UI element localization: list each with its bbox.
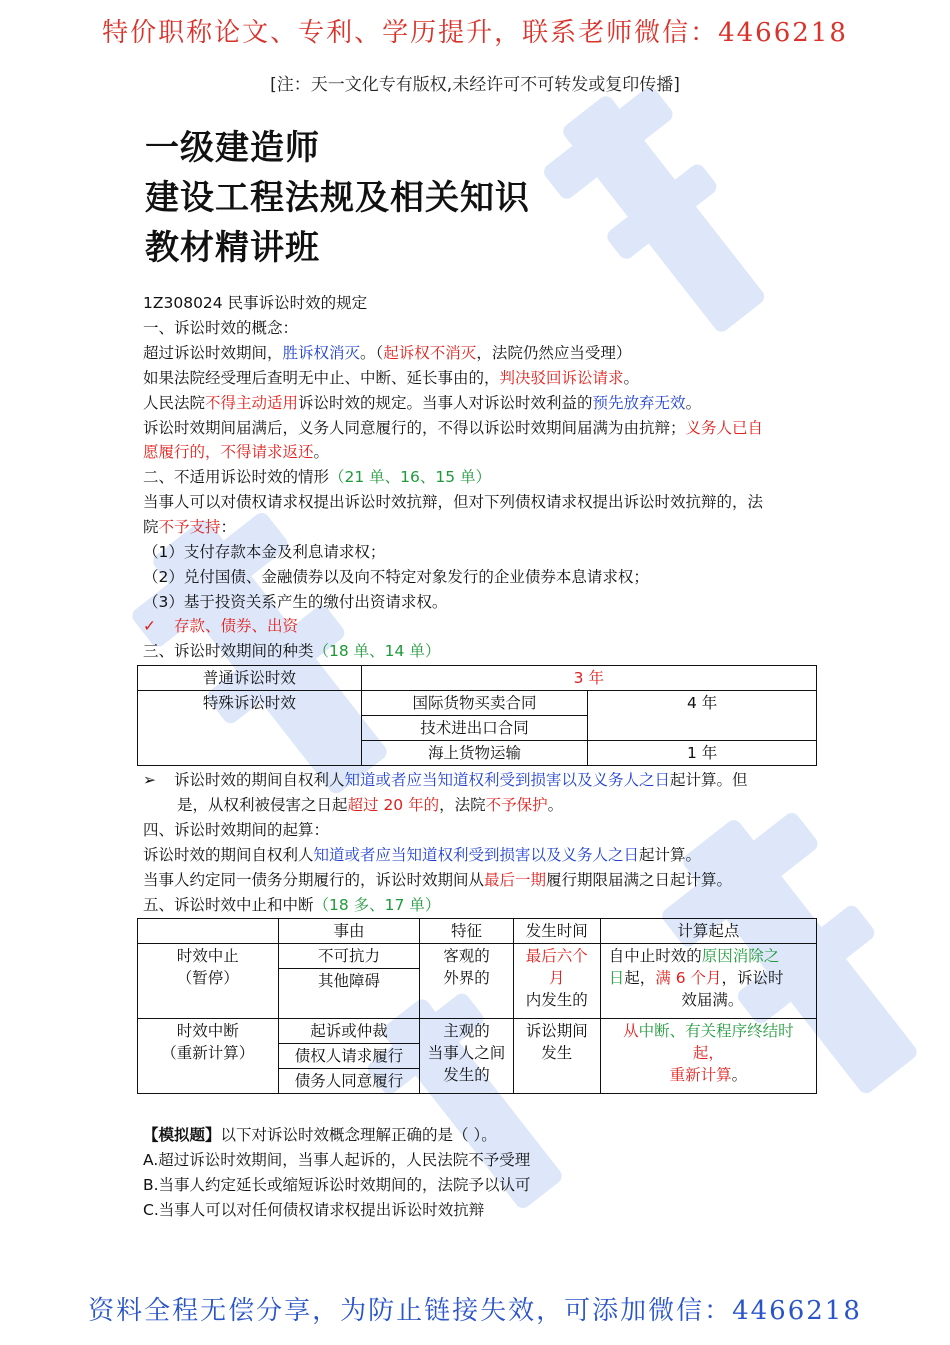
cell-ordinary-period: 3 年 [361, 666, 816, 691]
cell-one-year: 1 年 [588, 741, 817, 766]
s1-line5: 愿履行的，不得请求返还。 [143, 443, 330, 461]
s2-line1: 当事人可以对债权请求权提出诉讼时效抗辩，但对下列债权请求权提出诉讼时效抗辩的，法 [143, 493, 764, 511]
s5-heading: 五、诉讼时效中止和中断（18 多、17 单） [143, 896, 441, 914]
cell-other-obstacle: 其他障碍 [278, 969, 420, 1019]
cell-creditor-request: 债权人请求履行 [278, 1044, 420, 1069]
header-start: 计算起点 [600, 919, 816, 944]
cell-ordinary-label: 普通诉讼时效 [138, 666, 362, 691]
section-code: 1Z308024 民事诉讼时效的规定 [143, 294, 368, 312]
cell-interruption-start: 从中断、有关程序终结时 起， 重新计算。 [600, 1019, 816, 1094]
option-a: A.超过诉讼时效期间，当事人起诉的，人民法院不予受理 [143, 1151, 531, 1169]
header-time: 发生时间 [513, 919, 600, 944]
s3-heading: 三、诉讼时效期间的种类（18 单、14 单） [143, 642, 441, 660]
cell-last-six-months: 最后六个 月 内发生的 [513, 944, 600, 1019]
title-course: 教材精讲班 [145, 228, 320, 268]
cell-four-years: 4 年 [588, 691, 817, 741]
limitation-period-table [137, 665, 817, 766]
title-subject: 建设工程法规及相关知识 [145, 178, 530, 218]
top-promo-banner: 特价职称论文、专利、学历提升，联系老师微信：4466218 [102, 18, 848, 48]
s4-heading: 四、诉讼时效期间的起算： [143, 821, 330, 839]
bottom-promo-banner: 资料全程无偿分享，为防止链接失效，可添加微信：4466218 [88, 1296, 862, 1326]
option-b: B.当事人约定延长或缩短诉讼时效期间的，法院予以认可 [143, 1176, 531, 1194]
header-feature: 特征 [420, 919, 513, 944]
s2-item2: （2）兑付国债、金融债券以及向不特定对象发行的企业债券本息请求权； [143, 568, 649, 586]
cell-force-majeure: 不可抗力 [278, 944, 420, 969]
arrow-bullet-icon: ➢ [143, 771, 156, 789]
copyright-notice: [注：天一文化专有版权,未经许可不可转发或复印传播] [270, 75, 680, 95]
option-c: C.当事人可以对任何债权请求权提出诉讼时效抗辩 [143, 1201, 485, 1219]
s4-line1: 诉讼时效的期间自权利人知道或者应当知道权利受到损害以及义务人之日起计算。 [143, 846, 702, 864]
s3-bullet-line2: 是，从权利被侵害之日起超过 20 年的，法院不予保护。 [177, 796, 564, 814]
s1-line1: 超过诉讼时效期间，胜诉权消灭。（起诉权不消灭，法院仍然应当受理） [143, 344, 632, 362]
cell-tech-import-export: 技术进出口合同 [361, 716, 588, 741]
cell-during-period: 诉讼期间 发生 [513, 1019, 600, 1094]
cell-special-label: 特殊诉讼时效 [138, 691, 362, 766]
s2-item3: （3）基于投资关系产生的缴付出资请求权。 [143, 593, 448, 611]
cell-objective: 客观的 外界的 [420, 944, 513, 1019]
s2-heading: 二、不适用诉讼时效的情形（21 单、16、15 单） [143, 468, 492, 486]
s2-item1: （1）支付存款本金及利息请求权； [143, 543, 386, 561]
cell-suspension: 时效中止 （暂停） [138, 944, 279, 1019]
cell-subjective: 主观的 当事人之间 发生的 [420, 1019, 513, 1094]
s1-line4: 诉讼时效期间届满后，义务人同意履行的，不得以诉讼时效期间届满为由抗辩；义务人已自 [143, 419, 764, 437]
s2-line2: 院不予支持： [143, 518, 237, 536]
cell-intl-sale: 国际货物买卖合同 [361, 691, 588, 716]
cell-lawsuit-arbitration: 起诉或仲裁 [278, 1019, 420, 1044]
s1-line2: 如果法院经受理后查明无中止、中断、延长事由的，判决驳回诉讼请求。 [143, 369, 640, 387]
s3-bullet-line1: ➢ 诉讼时效的期间自权利人知道或者应当知道权利受到损害以及义务人之日起计算。但 [143, 771, 748, 789]
cell-maritime: 海上货物运输 [361, 741, 588, 766]
s2-summary: ✓ 存款、债券、出资 [143, 617, 299, 635]
question-stem: 【模拟题】以下对诉讼时效概念理解正确的是（ ）。 [143, 1126, 497, 1144]
s1-line3: 人民法院不得主动适用诉讼时效的规定。当事人对诉讼时效利益的预先放弃无效。 [143, 394, 702, 412]
header-blank [138, 919, 279, 944]
cell-debtor-agree: 债务人同意履行 [278, 1069, 420, 1094]
s4-line2: 当事人约定同一债务分期履行的，诉讼时效期间从最后一期履行期限届满之日起计算。 [143, 871, 733, 889]
cell-interruption: 时效中断 （重新计算） [138, 1019, 279, 1094]
title-exam: 一级建造师 [145, 128, 320, 168]
check-icon: ✓ [143, 617, 156, 635]
cell-suspension-start: 自中止时效的原因消除之 日起，满 6 个月，诉讼时 效届满。 [600, 944, 816, 1019]
suspension-interruption-table [137, 918, 817, 1094]
s1-heading: 一、诉讼时效的概念： [143, 319, 299, 337]
header-reason: 事由 [278, 919, 420, 944]
